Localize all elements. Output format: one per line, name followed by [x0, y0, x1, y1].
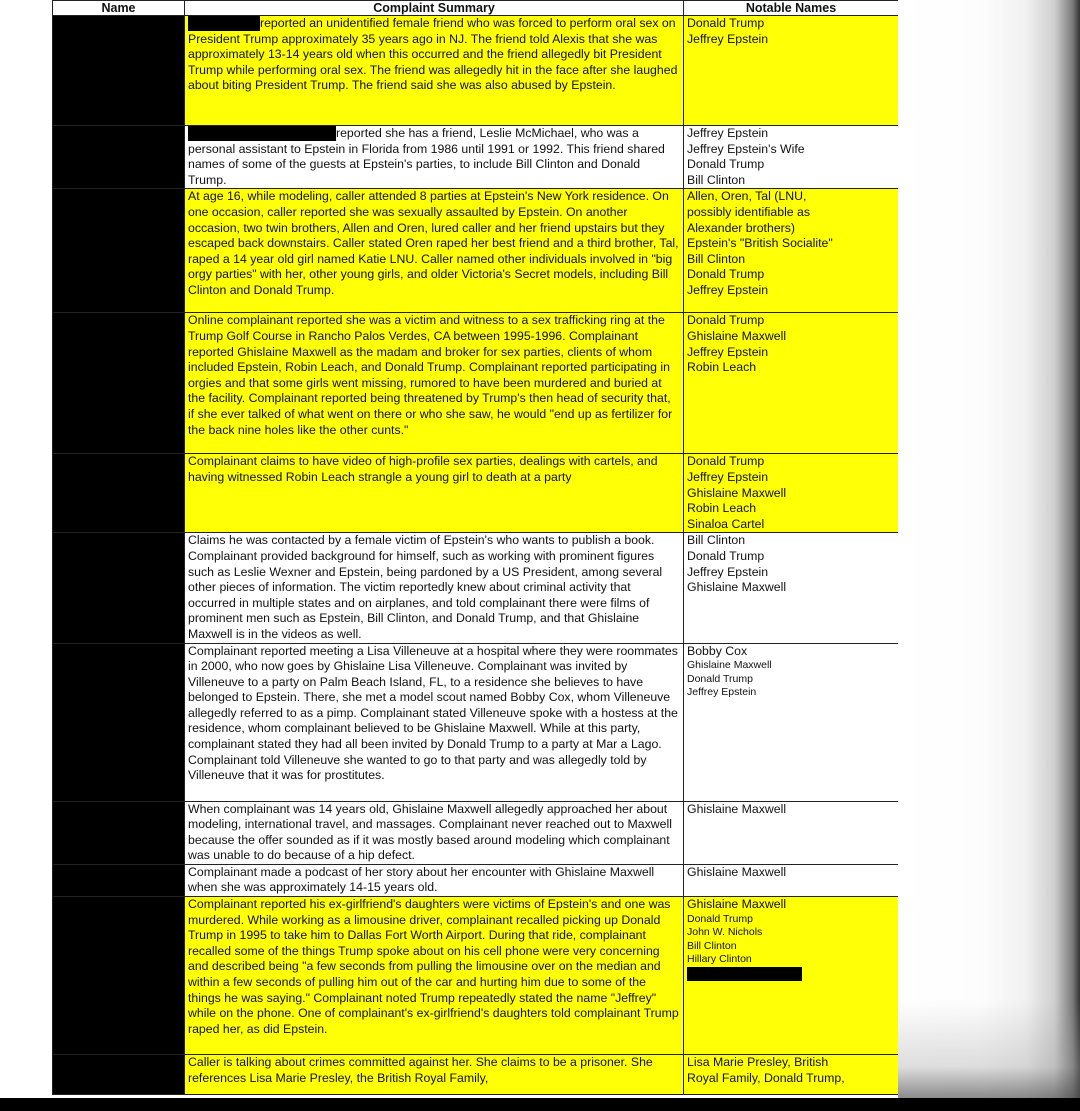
complaint-summary-text: Complainant claims to have video of high-profile sex parties, dealings with cartels, and having witnessed Robin Leach strangle a young girl to death at a party	[188, 454, 658, 484]
notable-name: Jeffrey Epstein	[687, 126, 769, 140]
notable-name: Bill Clinton	[687, 251, 746, 266]
notable-names-cell	[684, 864, 899, 896]
complaint-summary-cell	[185, 454, 684, 533]
table-row	[53, 801, 899, 864]
complaint-summary-cell	[185, 16, 684, 126]
notable-name: Jeffrey Epstein	[687, 31, 769, 46]
notable-name: Robin Leach	[687, 360, 757, 375]
header-name: Name	[53, 1, 185, 16]
table-row	[53, 533, 899, 643]
notable-name: Sinaloa Cartel	[687, 516, 765, 531]
header-complaint-summary: Complaint Summary	[185, 1, 684, 16]
notable-name: Hillary Clinton	[687, 953, 752, 966]
notable-name: Epstein's "British Socialite"	[687, 236, 833, 251]
notable-name: Bill Clinton	[687, 533, 746, 548]
notable-name: Donald Trump	[687, 454, 765, 469]
redacted-name-cell	[53, 16, 185, 126]
complaint-summary-text: reported an unidentified female friend who was forced to perform oral sex on President Trump approximately 35 years ago in NJ. The friend told Alexis that she was approximately 13-14 years old when this occurred and the friend allegedly bit President Trump while performing oral sex. The friend was allegedly hit in the face after she laughed about biting President Trump. The friend said she was also abused by Epstein.	[188, 16, 678, 93]
redacted-name-cell	[53, 189, 185, 313]
notable-name: Royal Family, Donald Trump,	[687, 1070, 845, 1085]
complaint-summary-cell	[185, 864, 684, 896]
redaction-box	[687, 967, 802, 981]
notable-name: Ghislaine Maxwell	[687, 580, 787, 595]
page-curl-shadow	[898, 0, 1080, 1111]
notable-names-cell	[684, 189, 899, 313]
notable-name: Donald Trump	[687, 672, 753, 685]
complaint-summary-text: Online complainant reported she was a victim and witness to a sex trafficking ring at the Trump Golf Course in Rancho Palos Verdes, CA between 1995-1996. Complainant reported Ghislaine Maxwell as the madam and broker for sex parties, clients of whom included Epstein, Robin Leach, and Donald Trump. Complainant reported participating in orgies and that some girls went missing, rumored to have been murdered and buried at the facility. Complainant reported being threatened by Trump's then head of security that, if she ever talked of what went on there or who she saw, he would "end up as fertilizer for the back nine holes like the other cunts."	[188, 313, 673, 437]
table-header-row	[53, 1, 899, 16]
table-row	[53, 189, 899, 313]
redacted-name-cell	[53, 897, 185, 1055]
redacted-name-cell	[53, 801, 185, 864]
redaction-box	[188, 126, 336, 141]
page-curl-shadow-bottom	[898, 1000, 1080, 1111]
complaint-summary-text: Caller is talking about crimes committed against her. She claims to be a prisoner. She references Lisa Marie Presley, the British Royal Family,	[188, 1055, 653, 1085]
notable-name: Ghislaine Maxwell	[687, 864, 787, 879]
notable-names-cell	[684, 454, 899, 533]
complaint-table	[52, 0, 899, 1095]
redacted-name-cell	[53, 533, 185, 643]
complaint-summary-text: reported she has a friend, Leslie McMichael, who was a personal assistant to Epstein in Florida from 1986 until 1991 or 1992. This friend shared names of some of the guests at Epstein's parties, to include Bill Clinton and Donald Trump.	[188, 126, 665, 187]
notable-name: Jeffrey Epstein	[687, 564, 769, 579]
notable-name: Robin Leach	[687, 501, 757, 516]
notable-name: Jeffrey Epstein	[687, 686, 757, 699]
table-row	[53, 1055, 899, 1095]
table-row	[53, 454, 899, 533]
notable-name: Donald Trump	[687, 548, 765, 563]
notable-names-cell	[684, 16, 899, 126]
complaint-summary-cell	[185, 126, 684, 189]
complaint-summary-text: At age 16, while modeling, caller attended 8 parties at Epstein's New York residence. On one occasion, caller reported she was sexually assaulted by Epstein. On another occasion, two twin brothers, Allen and Oren, lured caller and her friend upstairs but they escaped back downstairs. Caller stated Oren raped her best friend and a third brother, Tal, raped a 14 year old girl named Katie LNU. Caller named other individuals involved in "big orgy parties" with her, other young girls, and older Victoria's Secret models, including Bill Clinton and Donald Trump.	[188, 189, 679, 297]
notable-name: Jeffrey Epstein	[687, 282, 769, 297]
table-row	[53, 864, 899, 896]
notable-name: Lisa Marie Presley, British	[687, 1055, 829, 1070]
notable-name: Alexander brothers)	[687, 220, 795, 235]
redacted-name-cell	[53, 313, 185, 454]
notable-name: Bill Clinton	[687, 939, 737, 952]
table-row	[53, 16, 899, 126]
complaint-summary-cell	[185, 533, 684, 643]
notable-name: Donald Trump	[687, 16, 765, 30]
complaint-summary-cell	[185, 189, 684, 313]
redacted-name-cell	[53, 1055, 185, 1095]
notable-name: Ghislaine Maxwell	[687, 897, 787, 912]
notable-name: Donald Trump	[687, 912, 753, 925]
notable-name: Ghislaine Maxwell	[687, 328, 787, 343]
complaint-summary-cell	[185, 801, 684, 864]
notable-name: Ghislaine Maxwell	[687, 485, 787, 500]
complaint-summary-cell	[185, 313, 684, 454]
notable-name: Jeffrey Epstein	[687, 344, 769, 359]
notable-names-cell	[684, 643, 899, 801]
table-row	[53, 126, 899, 189]
redacted-name-cell	[53, 643, 185, 801]
notable-name: Bill Clinton	[687, 172, 746, 187]
notable-name: possibly identifiable as	[687, 204, 811, 219]
table-row	[53, 313, 899, 454]
redacted-name-cell	[53, 126, 185, 189]
notable-names-cell	[684, 533, 899, 643]
bottom-border	[0, 1098, 1080, 1111]
notable-names-cell	[684, 801, 899, 864]
notable-name: Donald Trump	[687, 267, 765, 282]
redaction-box	[188, 16, 260, 31]
notable-name: Ghislaine Maxwell	[687, 659, 772, 672]
complaint-summary-cell	[185, 643, 684, 801]
complaint-summary-text: Complainant made a podcast of her story about her encounter with Ghislaine Maxwell when she was approximately 14-15 years old.	[188, 864, 655, 895]
notable-names-cell	[684, 1055, 899, 1095]
header-notable-names: Notable Names	[684, 1, 899, 16]
complaint-summary-text: Claims he was contacted by a female victim of Epstein's who wants to publish a book. Complainant provided background for himself, such as working with prominent figures such as Leslie Wexner and Epstein, being pardoned by a US President, among several other pieces of information. The victim reportedly knew about criminal activity that occurred in multiple states and on airplanes, and told complainant there were films of prominent men such as Epstein, Bill Clinton, and Donald Trump, and that Ghislaine Maxwell is in the videos as well.	[188, 533, 663, 641]
complaint-summary-cell	[185, 897, 684, 1055]
notable-name: Bobby Cox	[687, 643, 748, 658]
notable-names-cell	[684, 897, 899, 1055]
table-row	[53, 643, 899, 801]
complaint-summary-text: Complainant reported meeting a Lisa Villeneuve at a hospital where they were roommates in 2000, who now goes by Ghislaine Lisa Villeneuve. Complainant was invited by Villeneuve to a party on Palm Beach Island, FL, to a residence she believes to have belonged to Epstein. There, she met a model scout named Bobby Cox, whom Villeneuve allegedly referred to as a pimp. Complainant stated Villeneuve spoke with a hostess at the residence, whom complainant believed to be Ghislaine Maxwell. While at this party, complainant stated they had all been invited by Donald Trump to a party at Mar a Lago. Complainant told Villeneuve she wanted to go to that party and was allegedly told by Villeneuve that it was for prostitutes.	[188, 643, 678, 783]
notable-name: Allen, Oren, Tal (LNU,	[687, 189, 807, 204]
redacted-name-cell	[53, 454, 185, 533]
notable-name: Donald Trump	[687, 313, 765, 328]
notable-names-cell	[684, 313, 899, 454]
notable-name: John W. Nichols	[687, 926, 763, 939]
table-row	[53, 897, 899, 1055]
notable-name: Donald Trump	[687, 157, 765, 172]
redacted-name-cell	[53, 864, 185, 896]
notable-names-cell	[684, 126, 899, 189]
notable-name: Jeffrey Epstein	[687, 469, 769, 484]
complaint-summary-text: When complainant was 14 years old, Ghislaine Maxwell allegedly approached her about modeling, international travel, and massages. Complainant never reached out to Maxwell because the offer sounded as if it was mostly based around modeling which complainant was unable to do because of a hip defect.	[188, 801, 672, 863]
notable-name: Ghislaine Maxwell	[687, 801, 787, 816]
complaint-summary-cell	[185, 1055, 684, 1095]
complaint-summary-text: Complainant reported his ex-girlfriend's daughters were victims of Epstein's and one was murdered. While working as a limousine driver, complainant recalled picking up Donald Trump in 1995 to take him to Dallas Fort Worth Airport. During that ride, complainant recalled some of the things Trump spoke about on his cell phone were very concerning and described being "a few seconds from pulling the limousine over on the median and within a few seconds of pulling him out of the car and hurting him due to some of the things he was saying." Complainant noted Trump repeatedly stated the name "Jeffrey" while on the phone. One of complainant's ex-girlfriend's daughters told complainant Trump raped her, as did Epstein.	[188, 897, 679, 1036]
notable-name: Jeffrey Epstein's Wife	[687, 141, 805, 156]
